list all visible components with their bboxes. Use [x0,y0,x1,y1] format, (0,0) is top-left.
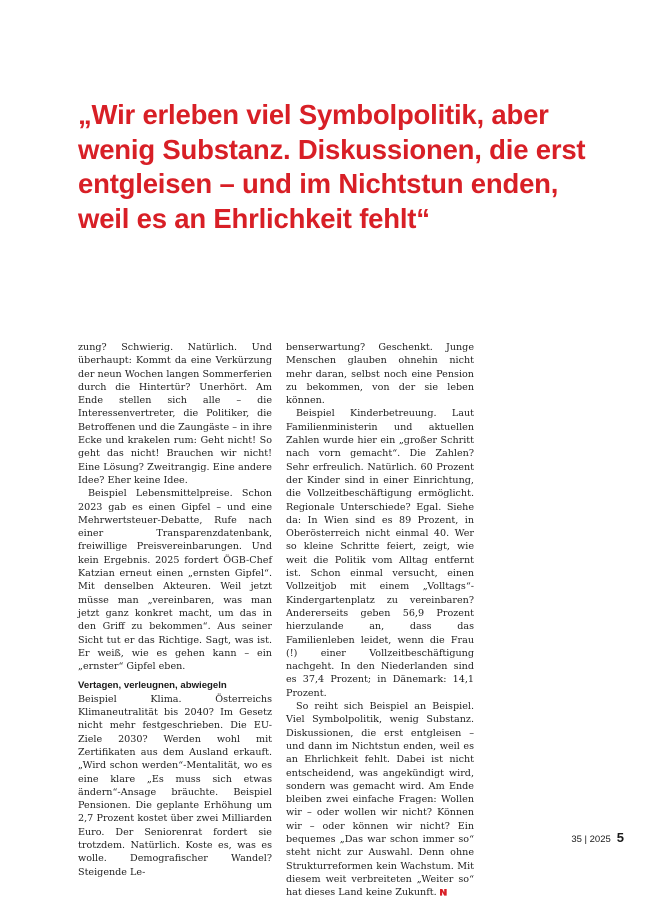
text-column-left [78,341,272,879]
paragraph: Beispiel Kinderbetreuung. Laut Familienministerin und aktuellen Zahlen wurde hier ein „großer Schritt nach vorn gemacht“. Die Zahlen? Sehr erfreulich. Natürlich. 60 Prozent der Kinder sind in einer Einrichtung, die Vollzeitbeschäftigung ermöglicht. Regionale Unterschiede? Egal. Siehe da: In Wien sind es 89 Prozent, in Oberösterreich nicht einmal 40. Wer so kleine Schritte feiert, zeigt, wie weit die Politik vom Alltag entfernt ist. Schon einmal versucht, einen Vollzeitjob mit einem „Volltags“-Kindergartenplatz zu vereinbaren? Andererseits geben 56,9 Prozent hierzulande an, dass das Familienleben leidet, wenn die Frau (!) einer Vollzeitbeschäftigung nachgeht. In den Niederlanden sind es 37,4 Prozent; in Dänemark: 14,1 Prozent. [286,408,474,699]
page-number: 5 [616,830,624,845]
paragraph-text: So reiht sich Beispiel an Beispiel. Viel Symbolpolitik, wenig Substanz. Diskussionen, die erst entgleisen – und dann im Nichtstun enden, weil es an Ehrlichkeit fehlt. Dabei ist nicht entscheidend, was angekündigt wird, sondern was gemacht wird. Am Ende bleiben zwei einfache Fragen: Wollen wir – oder wollen wir nicht? Können wir – oder können wir nicht? Ein bequemes „Das war schon immer so“ steht nicht zur Auswahl. Denn ohne Strukturreformen kein Wachstum. Mit diesem weit verbreiteten „Weiter so“ hat dieses Land keine Zukunft. [286,701,474,899]
page-footer [571,830,624,845]
section-subheading: Vertagen, verleugnen, abwiegeln [78,680,227,692]
paragraph: Beispiel Klima. Österreichs Klimaneutralität bis 2040? Im Gesetz nicht mehr festgeschrieben. Die EU-Ziele 2030? Werden wohl mit Zertifikaten aus dem Ausland erkauft. „Wird schon werden“-Mentalität, wo es eine klare „Es muss sich etwas ändern“-Ansage bräuchte. Beispiel Pensionen. Die geplante Erhöhung um 2,7 Prozent kostet über zwei Milliarden Euro. Der Seniorenrat fordert sie trotzdem. Natürlich. Koste es, was es wolle. Demografischer Wandel? Steigende Le- [78,693,272,878]
paragraph: Beispiel Lebensmittelpreise. Schon 2023 gab es einen Gipfel – und eine Mehrwertsteuer-Debatte, Rufe nach einer Transparenzdatenbank, freiwillige Preisvereinbarungen. Und kein Ergebnis. 2025 fordert ÖGB-Chef Katzian erneut einen „ernsten Gipfel“. Mit denselben Akteuren. Weil jetzt müsse man „vereinbaren, was man jetzt ganz konkret macht, um das in den Griff zu bekommen“. Aus seiner Sicht tut er das Richtige. Sagt, was ist. Er weiß, wie es gehen kann – ein „ernster“ Gipfel eben. [78,488,272,673]
paragraph-final [286,700,474,899]
paragraph: zung? Schwierig. Natürlich. Und überhaupt: Kommt da eine Verkürzung der neun Wochen langen Sommerferien durch die Hintertür? Unerhört. Am Ende stellen sich alle – die Interessenvertreter, die Politiker, die Betroffenen und die Zaungäste – in ihre Ecke und krakelen rum: Geht nicht! So geht das nicht! Brauchen wir nicht! Eine Lösung? Zweitrangig. Eine andere Idee? Eher keine Idee. [78,342,272,486]
issue-number: 35 | 2025 [571,834,611,845]
text-column-right [286,341,474,899]
paragraph: benserwartung? Geschenkt. Junge Menschen glauben ohnehin nicht mehr daran, selbst noch eine Pension zu bekommen, von der sie leben können. [286,342,474,407]
end-mark-icon [440,889,447,896]
pull-quote: „Wir erleben viel Symbolpolitik, aber wenig Substanz. Diskussionen, die erst entgleisen – und im Nichtstun enden, weil es an Ehrlichkeit fehlt“ [78,99,586,234]
